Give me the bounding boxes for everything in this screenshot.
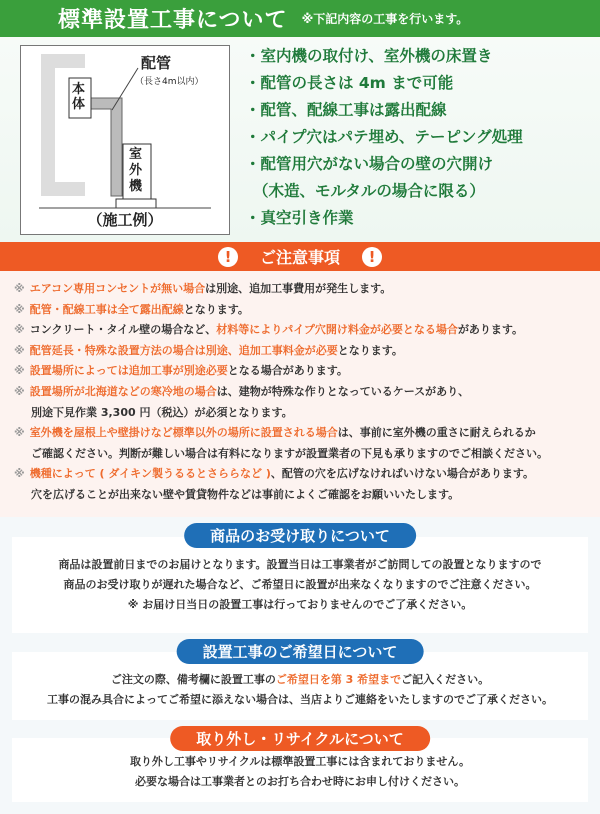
notes-list	[0, 271, 600, 517]
text: ご記入ください。	[401, 673, 490, 686]
note-mark: ※	[14, 282, 25, 295]
standard-install-section	[0, 37, 600, 242]
standard-item: ・配管の長さは 4m まで可能	[245, 74, 454, 92]
note-mark: ※	[14, 343, 25, 357]
highlight-text: 設置場所によっては追加工事が別途必要	[29, 364, 228, 378]
highlight-text: 配管延長・特殊な設置方法の場合は別途、追加工事料金が必要	[29, 343, 338, 357]
preferred-date-title: 設置工事のご希望日について	[177, 639, 424, 664]
standard-items-list	[245, 43, 523, 232]
highlight-text: 機種によって ( ダイキン製うるるとさららなど )	[29, 467, 271, 481]
removal-line: 必要な場合は工事業者とのお打ち合わせ時にお申し付けください。	[135, 775, 465, 788]
text: は別途、追加工事費用が発生します。	[205, 282, 392, 295]
note-mark: ※	[14, 426, 25, 440]
note-line	[14, 279, 600, 300]
standard-item: （木造、モルタルの場合に限る）	[253, 182, 485, 200]
text: となります。	[337, 343, 403, 357]
text: 別途下見作業 3,300 円（税込）が必須となります。	[31, 405, 293, 419]
removal-line: 取り外し工事やリサイクルは標準設置工事には含まれておりません。	[129, 755, 471, 768]
text: コンクリート・タイル壁の場合など、	[29, 323, 217, 337]
preferred-date-line: 工事の混み具合によってご希望に添えない場合は、当店よりご連絡をいたしますのでご了承ください。	[47, 693, 553, 706]
note-line	[14, 382, 600, 403]
text: は、事前に室外機の重さに耐えられるか	[337, 426, 536, 440]
outdoor-unit-label: 室外機	[129, 147, 143, 194]
notes-title: ご注意事項	[259, 248, 340, 267]
receipt-warning: ※ お届け日当日の設置工事は行っておりませんのでご了承ください。	[127, 598, 473, 611]
pipe-label: 配管	[141, 54, 172, 72]
standard-item: ・真空引き作業	[245, 209, 354, 227]
note-mark: ※	[14, 364, 25, 378]
pipe-note: （長さ4m以内）	[135, 77, 204, 87]
header-subtitle: ※下記内容の工事を行います。	[301, 12, 469, 26]
install-diagram	[20, 45, 230, 235]
note-mark: ※	[14, 323, 25, 337]
notes-header	[0, 242, 600, 271]
text: となります。	[183, 302, 249, 316]
receipt-title: 商品のお受け取りについて	[184, 523, 416, 548]
exclamation-icon: !	[218, 247, 238, 267]
note-line	[14, 485, 600, 506]
exclamation-icon: !	[362, 247, 382, 267]
note-line	[14, 403, 600, 424]
text: 、配管の穴を広げなければいけない場合があります。	[270, 467, 535, 481]
receipt-line: 商品は設置前日までのお届けとなります。設置当日は工事業者がご訪問しての設置となりますので	[58, 558, 542, 571]
note-line	[14, 341, 600, 362]
note-line	[14, 444, 600, 465]
text: は、建物が特殊な作りとなっているケースがあり、	[216, 384, 470, 398]
note-mark: ※	[14, 467, 25, 481]
receipt-line: 商品のお受け取りが遅れた場合など、ご希望日に設置が出来なくなりますのでご注意ください。	[63, 578, 537, 591]
standard-item: ・パイプ穴はパテ埋め、テーピング処理	[245, 128, 523, 146]
text: ご確認ください。判断が難しい場合は有料になりますが設置業者の下見も承りますのでご相談ください。	[31, 446, 548, 460]
highlight-text: エアコン専用コンセントが無い場合	[29, 282, 206, 295]
diagram-caption: （施工例）	[87, 211, 163, 229]
header-bar	[0, 0, 600, 37]
standard-item: ・室内機の取付け、室外機の床置き	[245, 47, 493, 65]
highlight-text: 配管・配線工事は全て露出配線	[29, 302, 184, 316]
note-line	[14, 300, 600, 321]
highlight-text: 室外機を屋根上や壁掛けなど標準以外の場所に設置される場合	[29, 426, 338, 440]
text: があります。	[457, 323, 524, 337]
highlight-text: 設置場所が北海道などの寒冷地の場合	[29, 384, 217, 398]
highlight-text: ご希望日を第 3 希望まで	[275, 673, 402, 686]
standard-item: ・配管用穴がない場合の壁の穴開け	[245, 155, 494, 173]
header-title: 標準設置工事について	[58, 8, 288, 33]
standard-item: ・配管、配線工事は露出配線	[245, 101, 447, 119]
text: となる場合があります。	[227, 364, 348, 378]
removal-title: 取り外し・リサイクルについて	[170, 726, 430, 751]
note-line	[14, 361, 600, 382]
text: 穴を広げることが出来ない壁や賃貸物件などは事前によくご確認をお願いいたします。	[31, 487, 460, 501]
highlight-text: 材料等によりパイプ穴開け料金が必要となる場合	[216, 323, 458, 337]
note-mark: ※	[14, 384, 25, 398]
indoor-unit-label: 本体	[72, 82, 86, 112]
receipt-section	[12, 537, 588, 633]
note-mark: ※	[14, 302, 25, 316]
preferred-date-line	[12, 670, 588, 690]
note-line	[14, 423, 600, 444]
note-line	[14, 464, 600, 485]
note-line	[14, 320, 600, 341]
text: ご注文の際、備考欄に設置工事の	[110, 673, 276, 686]
